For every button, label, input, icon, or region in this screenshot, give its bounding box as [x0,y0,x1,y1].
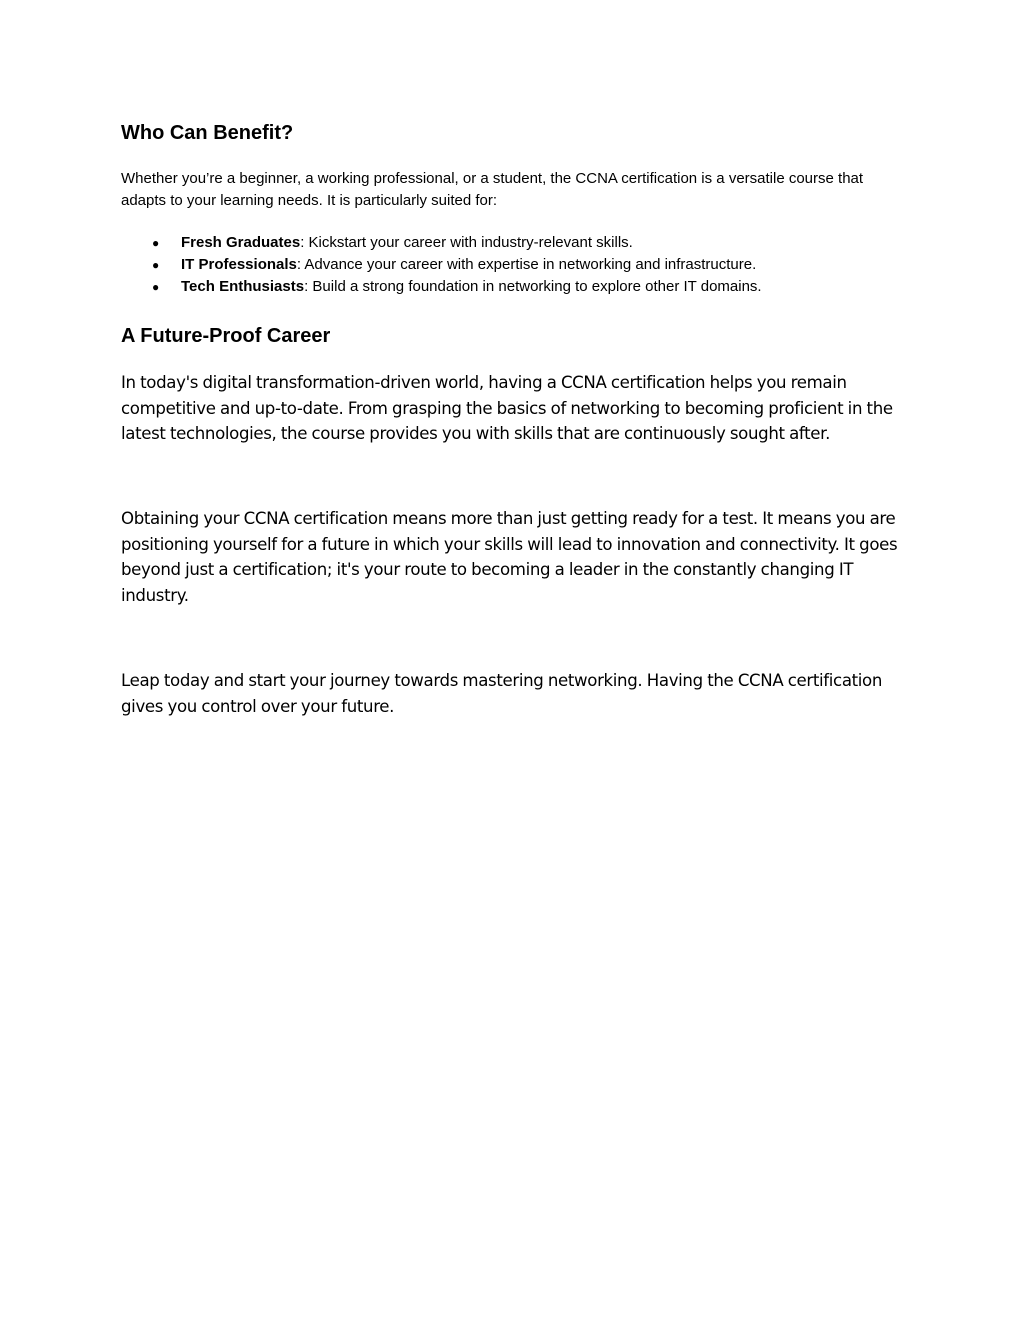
list-item-text: : Advance your career with expertise in networking and infrastructure. [296,256,757,273]
body-paragraph-2: Obtaining your CCNA certification means more than just getting ready for a test. It means you are positioning yourself for a future in which your skills will lead to innovation and connectivity. It goes beyond just a certification; it's your route to becoming a leader in the constantly changing IT industry. [121,509,898,605]
bullet-icon: ● [152,280,160,294]
body-paragraph-1: In today's digital transformation-driven world, having a CCNA certification helps you remain competitive and up-to-date. From grasping the basics of networking to becoming proficient in the latest technologies, the course provides you with skills that are continuously sought after. [121,373,893,443]
section-heading-who-can-benefit: Who Can Benefit? [121,122,294,144]
list-item-term: Tech Enthusiasts [181,278,305,295]
list-item [121,276,762,298]
list-item-term: Fresh Graduates [181,234,301,251]
list-item-text: : Kickstart your career with industry-relevant skills. [300,234,633,251]
intro-paragraph: Whether you’re a beginner, a working professional, or a student, the CCNA certification is a versatile course that adapts to your learning needs. It is particularly suited for: [121,170,864,209]
list-item [121,254,762,276]
audience-list [121,232,762,298]
list-item-text: : Build a strong foundation in networking to explore other IT domains. [304,278,762,295]
list-item-term: IT Professionals [181,256,297,273]
section-heading-future-proof-career: A Future-Proof Career [121,325,331,347]
bullet-icon: ● [152,258,160,272]
body-paragraph-3: Leap today and start your journey towards mastering networking. Having the CCNA certification gives you control over your future. [121,671,883,716]
list-item [121,232,762,254]
bullet-icon: ● [152,236,160,250]
